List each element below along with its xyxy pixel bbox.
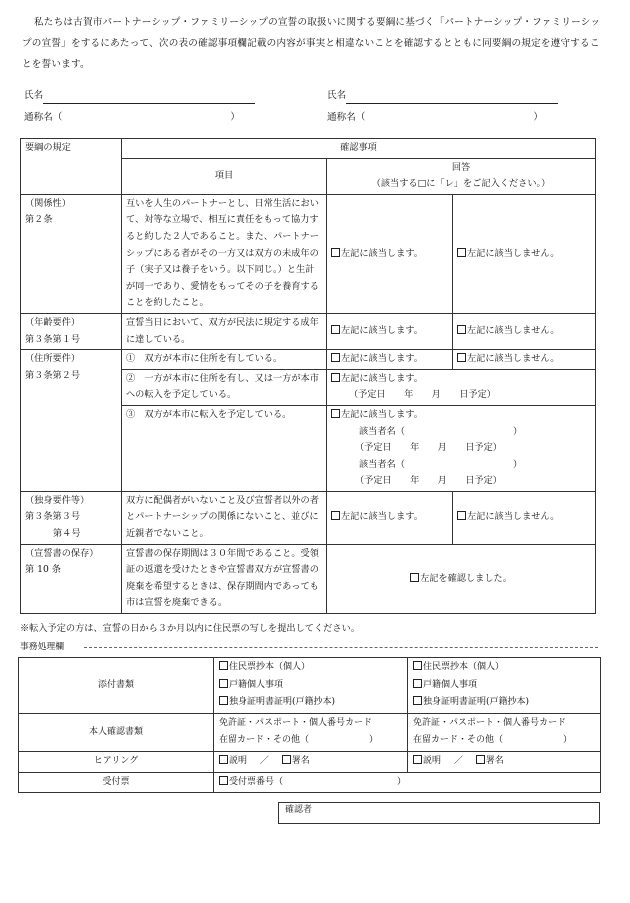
checkbox[interactable]: [413, 755, 422, 764]
answer-no-age[interactable]: 左記に該当しません。: [453, 313, 596, 349]
name-input-line[interactable]: [43, 91, 255, 104]
checkbox[interactable]: [331, 353, 340, 362]
rule-relationship: （関係性） 第２条: [21, 194, 122, 313]
alias-close: ）: [533, 112, 543, 123]
attach-col-2[interactable]: 住民票抄本（個人） 戸籍個人事項 独身証明書証明(戸籍抄本): [408, 658, 601, 714]
checkbox[interactable]: [219, 696, 228, 705]
checkbox[interactable]: [331, 511, 340, 520]
planned-date[interactable]: （予定日 年 月 日予定）: [349, 389, 496, 401]
checkbox[interactable]: [457, 511, 466, 520]
alias-field-1[interactable]: [24, 111, 240, 126]
confirmer-field[interactable]: 確認者: [279, 803, 600, 824]
hearing-label: ヒアリング: [19, 751, 214, 772]
rule-single: （独身要件等） 第３条第３号 第４号: [21, 491, 122, 544]
attach-label: 添付書類: [19, 658, 214, 714]
alias-close: ）: [230, 112, 240, 123]
confirmer-box: [278, 802, 600, 824]
confirmation-table: [20, 138, 596, 614]
hearing-col-2[interactable]: 説明 ／ 署名: [408, 751, 601, 772]
header-answer: 回答 （該当する□に「レ」をご記入ください。）: [327, 158, 596, 194]
checkbox[interactable]: [219, 679, 228, 688]
answer-yes-age[interactable]: 左記に該当します。: [327, 313, 453, 349]
checkbox[interactable]: [457, 353, 466, 362]
alias-label: 通称名（: [327, 112, 366, 123]
name-label: 氏名: [327, 90, 347, 101]
checkbox[interactable]: [219, 776, 228, 785]
checkbox[interactable]: [476, 755, 485, 764]
answer-address-2[interactable]: 左記に該当します。 （予定日 年 月 日予定）: [327, 369, 596, 405]
office-table: [18, 657, 601, 793]
checkbox[interactable]: [282, 755, 291, 764]
header-confirm: 確認事項: [122, 139, 596, 159]
checkbox[interactable]: [457, 248, 466, 257]
planned-date-1[interactable]: （予定日 年 月 日予定）: [355, 442, 502, 454]
checkbox[interactable]: [331, 325, 340, 334]
answer-yes-relationship[interactable]: 左記に該当します。: [327, 194, 453, 313]
dashed-divider: [84, 647, 598, 648]
name-input-line[interactable]: [346, 91, 558, 104]
answer-yes-single[interactable]: 左記に該当します。: [327, 491, 453, 544]
rule-age: （年齢要件） 第３条第１号: [21, 313, 122, 349]
answer-no-single[interactable]: 左記に該当しません。: [453, 491, 596, 544]
person-name-1[interactable]: 該当者名（ ）: [359, 425, 523, 437]
answer-storage[interactable]: 左記を確認しました。: [327, 544, 596, 613]
checkbox[interactable]: [219, 755, 228, 764]
checkbox[interactable]: [413, 661, 422, 670]
id-col-1[interactable]: 免許証・パスポート・個人番号カード 在留カード・その他（ ）: [214, 713, 408, 751]
alias-field-2[interactable]: [327, 111, 543, 126]
answer-yes-address-1[interactable]: 左記に該当します。: [327, 350, 453, 370]
signature-name-1: [24, 89, 255, 104]
attach-col-1[interactable]: 住民票抄本（個人） 戸籍個人事項 独身証明書証明(戸籍抄本): [214, 658, 408, 714]
checkbox[interactable]: [457, 325, 466, 334]
signature-name-2: [327, 89, 558, 104]
office-section-label: 事務処理欄: [20, 642, 64, 652]
item-relationship: 互いを人生のパートナーとし、日常生活において、対等な立場で、相互に責任をもって協力すると約した２人であること。また、パートナーシップにある者がその一方又は双方の未成年の子（実子又は養子をいう。以下同じ。）と生計が同一であり、愛情をもってその子を養育することを約したこと。: [122, 194, 327, 313]
checkbox[interactable]: [410, 573, 419, 582]
move-in-note: ※転入予定の方は、宣誓の日から３か月以内に住民票の写しを提出してください。: [20, 623, 360, 634]
answer-no-address-1[interactable]: 左記に該当しません。: [453, 350, 596, 370]
item-address-1: ① 双方が本市に住所を有している。: [122, 350, 327, 370]
item-age: 宣誓当日において、双方が民法に規定する成年に達している。: [122, 313, 327, 349]
header-answer-sub: （該当する□に「レ」をご記入ください。）: [371, 178, 551, 190]
checkbox[interactable]: [331, 409, 340, 418]
checkbox[interactable]: [331, 373, 340, 382]
checkbox[interactable]: [413, 696, 422, 705]
alias-label: 通称名（: [24, 112, 63, 123]
hearing-col-1[interactable]: 説明 ／ 署名: [214, 751, 408, 772]
item-address-2: ② 一方が本市に住所を有し、又は一方が本市への転入を予定している。: [122, 369, 327, 405]
item-address-3: ③ 双方が本市に転入を予定している。: [122, 405, 327, 491]
item-storage: 宣誓書の保存期間は３０年間であること。受領証の返還を受けたときや宣誓書双方が宣誓書の廃棄を希望するときは、保存期間内であっても市は宣誓を廃棄できる。: [122, 544, 327, 613]
declaration-text: 私たちは古賀市パートナーシップ・ファミリーシップの宣誓の取扱いに関する要綱に基づく「パートナーシップ・ファミリーシップの宣誓」をするにあたって、次の表の確認事項欄記載の内容が事実と相違ないことを確認するとともに同要綱の規定を遵守することを誓います。: [22, 17, 601, 70]
answer-no-relationship[interactable]: 左記に該当しません。: [453, 194, 596, 313]
header-rule: 要綱の規定: [21, 139, 122, 195]
id-col-2[interactable]: 免許証・パスポート・個人番号カード 在留カード・その他（ ）: [408, 713, 601, 751]
checkbox[interactable]: [219, 661, 228, 670]
receipt-number[interactable]: 受付票番号（ ）: [214, 772, 601, 793]
checkbox[interactable]: [413, 679, 422, 688]
rule-storage: （宣誓書の保存） 第 10 条: [21, 544, 122, 613]
name-label: 氏名: [24, 90, 44, 101]
person-name-2[interactable]: 該当者名（ ）: [359, 458, 523, 470]
item-single: 双方に配偶者がいないこと及び宣誓者以外の者とパートナーシップの関係にないこと、並びに近親者でないこと。: [122, 491, 327, 544]
planned-date-2[interactable]: （予定日 年 月 日予定）: [355, 475, 502, 487]
header-item: 項目: [122, 158, 327, 194]
checkbox[interactable]: [331, 248, 340, 257]
id-label: 本人確認書類: [19, 713, 214, 751]
rule-address: （住所要件） 第３条第２号: [21, 350, 122, 492]
answer-address-3[interactable]: 左記に該当します。 該当者名（ ） （予定日 年 月 日予定） 該当者名（ ） （予定日 年 月 日予定）: [327, 405, 596, 491]
receipt-label: 受付票: [19, 772, 214, 793]
